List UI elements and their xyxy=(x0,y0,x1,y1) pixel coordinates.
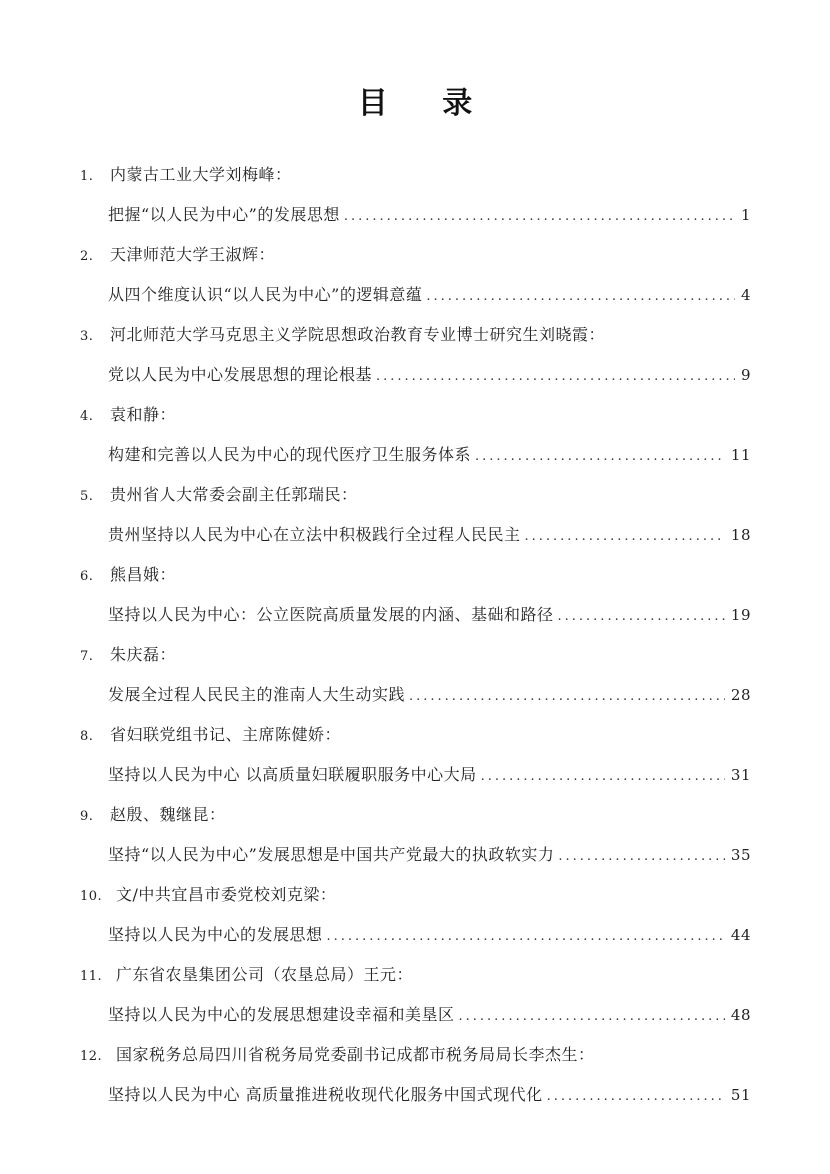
toc-entry-author: 贵州省人大常委会副主任郭瑞民： xyxy=(110,485,358,504)
dot-leader xyxy=(525,518,725,556)
toc-entry-title[interactable]: 发展全过程人民民主的淮南人大生动实践 xyxy=(108,685,406,704)
toc-entry-author: 朱庆磊： xyxy=(110,645,177,664)
toc-entry-title[interactable]: 构建和完善以人民为中心的现代医疗卫生服务体系 xyxy=(108,445,472,464)
toc-entry-title[interactable]: 把握“以人民为中心”的发展思想 xyxy=(108,205,340,224)
toc-entry-title[interactable]: 坚持以人民为中心的发展思想建设幸福和美垦区 xyxy=(108,1005,455,1024)
toc-entry-title[interactable]: 坚持“以人民为中心”发展思想是中国共产党最大的执政软实力 xyxy=(108,845,555,864)
toc-entry-author: 省妇联党组书记、主席陈健娇： xyxy=(110,725,342,744)
toc-entry-author: 天津师范大学王淑辉： xyxy=(110,245,276,264)
page-title: 目 录 xyxy=(357,86,495,121)
dot-leader xyxy=(344,198,735,236)
toc-entry-title-line[interactable] xyxy=(108,516,751,554)
toc-entry-title-line[interactable] xyxy=(108,356,751,394)
toc-entry-author: 河北师范大学马克思主义学院思想政治教育专业博士研究生刘晓霞： xyxy=(110,325,606,344)
toc-entry[interactable] xyxy=(0,796,830,876)
toc-entry-number: 2. xyxy=(80,249,94,264)
toc-entry-number: 4. xyxy=(80,409,94,424)
toc-entry-author: 赵殷、魏继昆： xyxy=(110,805,226,824)
toc-entry-page-number[interactable]: 31 xyxy=(730,766,751,784)
toc-entry-title-line[interactable] xyxy=(108,276,751,314)
toc-entry-number: 7. xyxy=(80,649,94,664)
toc-entry-title[interactable]: 从四个维度认识“以人民为中心”的逻辑意蕴 xyxy=(108,285,423,304)
dot-leader xyxy=(327,918,725,956)
toc-entry-page-number[interactable]: 9 xyxy=(740,366,751,384)
toc-entry-heading xyxy=(80,556,176,594)
dot-leader xyxy=(426,278,735,316)
toc-entry-title[interactable]: 坚持以人民为中心：公立医院高质量发展的内涵、基础和路径 xyxy=(108,605,554,624)
toc-entry-title-line[interactable] xyxy=(108,436,751,474)
toc-entry-heading xyxy=(80,956,413,994)
dot-leader xyxy=(459,998,725,1036)
toc-entry-heading xyxy=(80,716,341,754)
toc-entry-author: 内蒙古工业大学刘梅峰： xyxy=(110,165,292,184)
toc-entry[interactable] xyxy=(0,156,830,236)
toc-entry-number: 9. xyxy=(80,809,94,824)
toc-entry-page-number[interactable]: 44 xyxy=(730,926,751,944)
toc-entry-heading xyxy=(80,316,605,354)
toc-entry-title[interactable]: 坚持以人民为中心的发展思想 xyxy=(108,925,323,944)
toc-entry-number: 5. xyxy=(80,489,94,504)
toc-entry-page-number[interactable]: 1 xyxy=(740,206,751,224)
toc-entry-title[interactable]: 贵州坚持以人民为中心在立法中积极践行全过程人民民主 xyxy=(108,525,521,544)
toc-entry-page-number[interactable]: 4 xyxy=(740,286,751,304)
toc-entry-number: 12. xyxy=(80,1049,103,1064)
toc-entry[interactable] xyxy=(0,396,830,476)
toc-entry-heading xyxy=(80,396,176,434)
toc-entry-title[interactable]: 党以人民为中心发展思想的理论根基 xyxy=(108,365,373,384)
toc-entry-page-number[interactable]: 11 xyxy=(730,446,751,464)
toc-entry-page-number[interactable]: 35 xyxy=(730,846,751,864)
toc-entry[interactable] xyxy=(0,316,830,396)
toc-entry-author: 熊昌娥： xyxy=(110,565,177,584)
toc-entry-number: 3. xyxy=(80,329,94,344)
toc-entry-title[interactable]: 坚持以人民为中心 高质量推进税收现代化服务中国式现代化 xyxy=(108,1085,543,1104)
toc-entry-title-line[interactable] xyxy=(108,1076,751,1114)
toc-entry-title-line[interactable] xyxy=(108,916,751,954)
toc-entry-title[interactable]: 坚持以人民为中心 以高质量妇联履职服务中心大局 xyxy=(108,765,477,784)
toc-entry-number: 1. xyxy=(80,169,94,184)
dot-leader xyxy=(409,678,725,716)
toc-entry-number: 11. xyxy=(80,969,103,984)
toc-entry-title-line[interactable] xyxy=(108,836,751,874)
toc-entry-page-number[interactable]: 19 xyxy=(730,606,751,624)
toc-entry[interactable] xyxy=(0,1036,830,1116)
toc-entry-page-number[interactable]: 48 xyxy=(730,1006,751,1024)
toc-entry-author: 国家税务总局四川省税务局党委副书记成都市税务局局长李杰生： xyxy=(116,1045,595,1064)
toc-entry-heading xyxy=(80,636,176,674)
toc-entry-heading xyxy=(80,236,275,274)
toc-entry-title-line[interactable] xyxy=(108,756,751,794)
toc-entry-author: 文/中共宜昌市委党校刘克梁： xyxy=(116,885,337,904)
toc-entry-number: 8. xyxy=(80,729,94,744)
toc-entry-title-line[interactable] xyxy=(108,996,751,1034)
toc-entry-title-line[interactable] xyxy=(108,676,751,714)
toc-entry[interactable] xyxy=(0,476,830,556)
dot-leader xyxy=(475,438,725,476)
toc-entry-number: 6. xyxy=(80,569,94,584)
toc-entry-heading xyxy=(80,796,226,834)
toc-entry-heading xyxy=(80,156,292,194)
table-of-contents xyxy=(0,156,830,1116)
toc-entry-page-number[interactable]: 28 xyxy=(730,686,751,704)
toc-entry[interactable] xyxy=(0,556,830,636)
toc-entry[interactable] xyxy=(0,636,830,716)
dot-leader xyxy=(481,758,725,796)
dot-leader xyxy=(547,1078,725,1116)
toc-entry[interactable] xyxy=(0,956,830,1036)
toc-entry-heading xyxy=(80,876,336,914)
toc-entry-title-line[interactable] xyxy=(108,196,751,234)
dot-leader xyxy=(376,358,735,396)
toc-entry-heading xyxy=(80,476,358,514)
dot-leader xyxy=(558,838,725,876)
toc-entry[interactable] xyxy=(0,716,830,796)
toc-entry-author: 广东省农垦集团公司（农垦总局）王元： xyxy=(116,965,414,984)
toc-entry-page-number[interactable]: 18 xyxy=(730,526,751,544)
toc-entry-author: 袁和静： xyxy=(110,405,177,424)
toc-entry[interactable] xyxy=(0,876,830,956)
dot-leader xyxy=(558,598,725,636)
toc-entry[interactable] xyxy=(0,236,830,316)
toc-entry-title-line[interactable] xyxy=(108,596,751,634)
toc-entry-heading xyxy=(80,1036,595,1074)
toc-entry-number: 10. xyxy=(80,889,103,904)
toc-entry-page-number[interactable]: 51 xyxy=(730,1086,751,1104)
